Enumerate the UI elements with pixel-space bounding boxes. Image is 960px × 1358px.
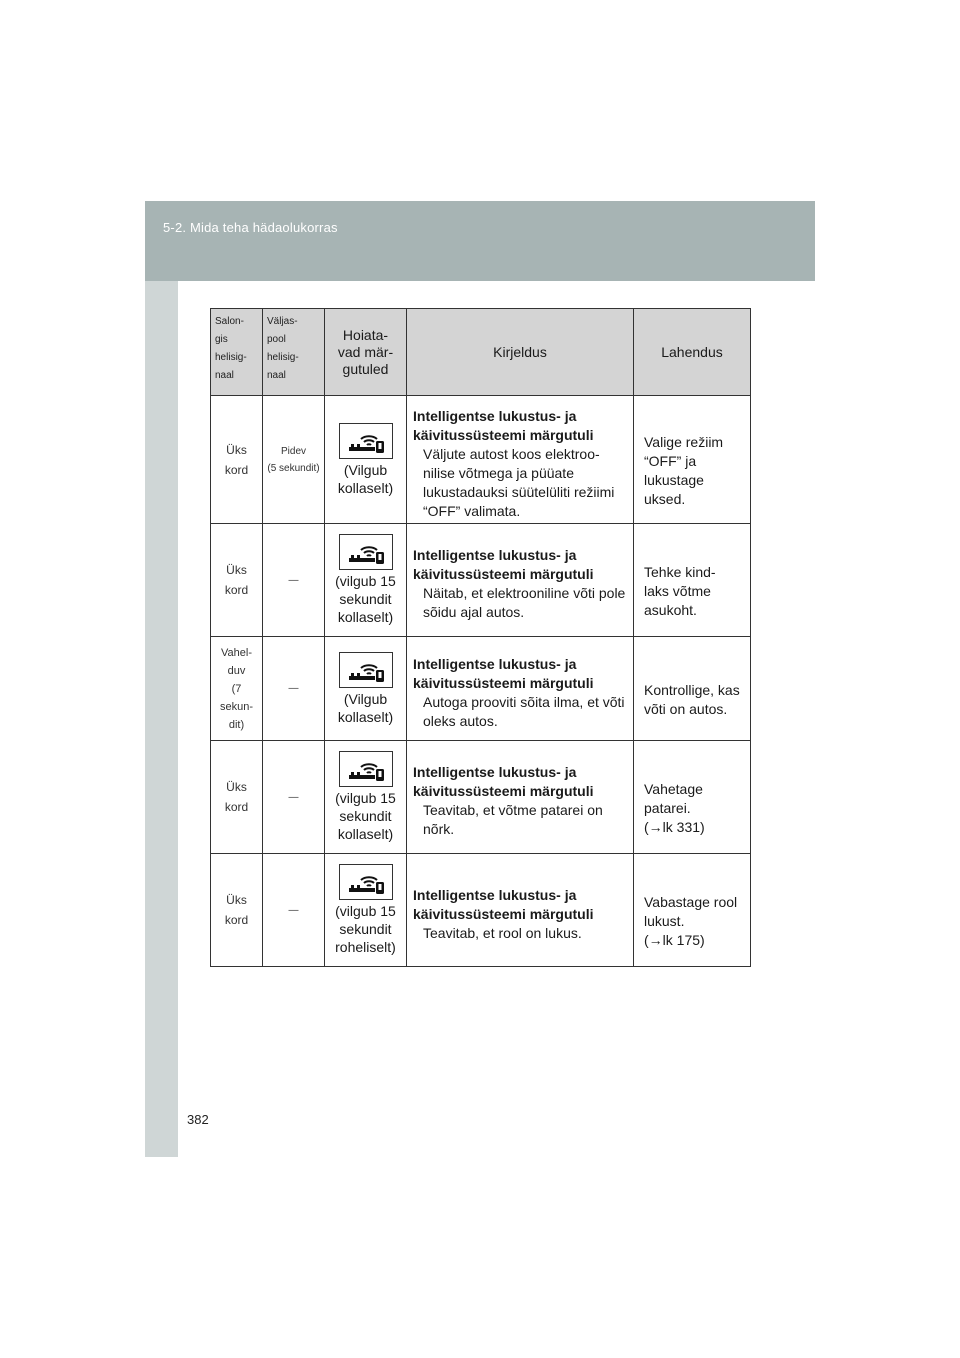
table-row: [211, 854, 751, 967]
exterior-buzzer-cell: —: [263, 854, 325, 967]
page-number: 382: [187, 1112, 209, 1127]
warning-light-text: (Vilgub kollaselt): [337, 461, 394, 496]
smart-key-warning-icon: [339, 534, 393, 570]
description-text: Autoga prooviti sõita ilma, et võti oleks autos.: [423, 693, 625, 729]
table-row: [211, 637, 751, 741]
warning-light-cell: [325, 741, 407, 854]
header-description: Kirjeldus: [407, 309, 634, 396]
description-title: Intelligentse lukustus- ja käivitussüsteemi märgutuli: [413, 547, 594, 582]
description-title: Intelligentse lukustus- ja käivitussüsteemi märgutuli: [413, 886, 594, 922]
solution-cell: Vahetage patarei. (→lk 331): [634, 741, 751, 854]
exterior-buzzer-cell: —: [263, 524, 325, 637]
interior-buzzer-cell: Vahel- duv (7 sekun- dit): [211, 637, 263, 741]
description-text: Teavitab, et rool on lukus.: [423, 924, 582, 941]
interior-buzzer-cell: Üks kord: [211, 524, 263, 637]
solution-cell: Vabastage rool lukust. (→lk 175): [634, 854, 751, 967]
header-interior-buzzer: Salon- gis helisig- naal: [211, 309, 263, 396]
table-header-row: [211, 309, 751, 396]
warning-light-text: (Vilgub kollaselt): [337, 690, 394, 725]
description-cell: [407, 741, 634, 854]
description-cell: [407, 637, 634, 741]
warning-light-text: (vilgub 15 sekundit roheliselt): [335, 903, 396, 955]
solution-cell: Tehke kind-laks võtme asukoht.: [634, 524, 751, 637]
description-cell: [407, 524, 634, 637]
table-row: [211, 524, 751, 637]
exterior-buzzer-cell: —: [263, 741, 325, 854]
warning-table: [210, 308, 751, 967]
solution-cell: Valige režiim “OFF” ja lukustage uksed.: [634, 396, 751, 524]
description-title: Intelligentse lukustus- ja käivitussüsteemi märgutuli: [413, 655, 594, 691]
warning-light-text: (vilgub 15 sekundit kollaselt): [335, 790, 396, 842]
warning-light-cell: [325, 396, 407, 524]
description-title: Intelligentse lukustus- ja käivitussüsteemi märgutuli: [413, 764, 594, 799]
interior-buzzer-cell: Üks kord: [211, 396, 263, 524]
section-title: 5-2. Mida teha hädaolukorras: [163, 220, 338, 235]
description-text: Teavitab, et võtme patarei on nõrk.: [423, 802, 603, 837]
exterior-buzzer-cell: —: [263, 637, 325, 741]
exterior-buzzer-cell: Pidev (5 sekundit): [263, 396, 325, 524]
smart-key-warning-icon: [339, 751, 393, 787]
smart-key-warning-icon: [339, 423, 393, 459]
warning-light-cell: [325, 524, 407, 637]
description-text: Näitab, et elektrooniline võti pole sõidu ajal autos.: [423, 585, 626, 620]
warning-light-text: (vilgub 15 sekundit kollaselt): [335, 573, 396, 625]
smart-key-warning-icon: [339, 864, 393, 900]
table-row: [211, 396, 751, 524]
smart-key-warning-icon: [339, 652, 393, 688]
header-warning-lights: Hoiata- vad mär- gutuled: [325, 309, 407, 396]
solution-cell: Kontrollige, kas võti on autos.: [634, 637, 751, 741]
header-exterior-buzzer: Väljas- pool helisig- naal: [263, 309, 325, 396]
interior-buzzer-cell: Üks kord: [211, 854, 263, 967]
warning-light-cell: [325, 854, 407, 967]
header-solution: Lahendus: [634, 309, 751, 396]
description-cell: [407, 854, 634, 967]
warning-light-cell: [325, 637, 407, 741]
table-row: [211, 741, 751, 854]
interior-buzzer-cell: Üks kord: [211, 741, 263, 854]
description-text: Väljute autost koos elektroo-nilise võtmega ja püüate lukustadauksi süütelüliti režiimi “OFF” valimata.: [423, 445, 615, 519]
section-header-band: [145, 201, 815, 281]
description-title: Intelligentse lukustus- ja käivitussüsteemi märgutuli: [413, 407, 594, 443]
description-cell: [407, 396, 634, 524]
side-strip: [145, 281, 178, 1157]
